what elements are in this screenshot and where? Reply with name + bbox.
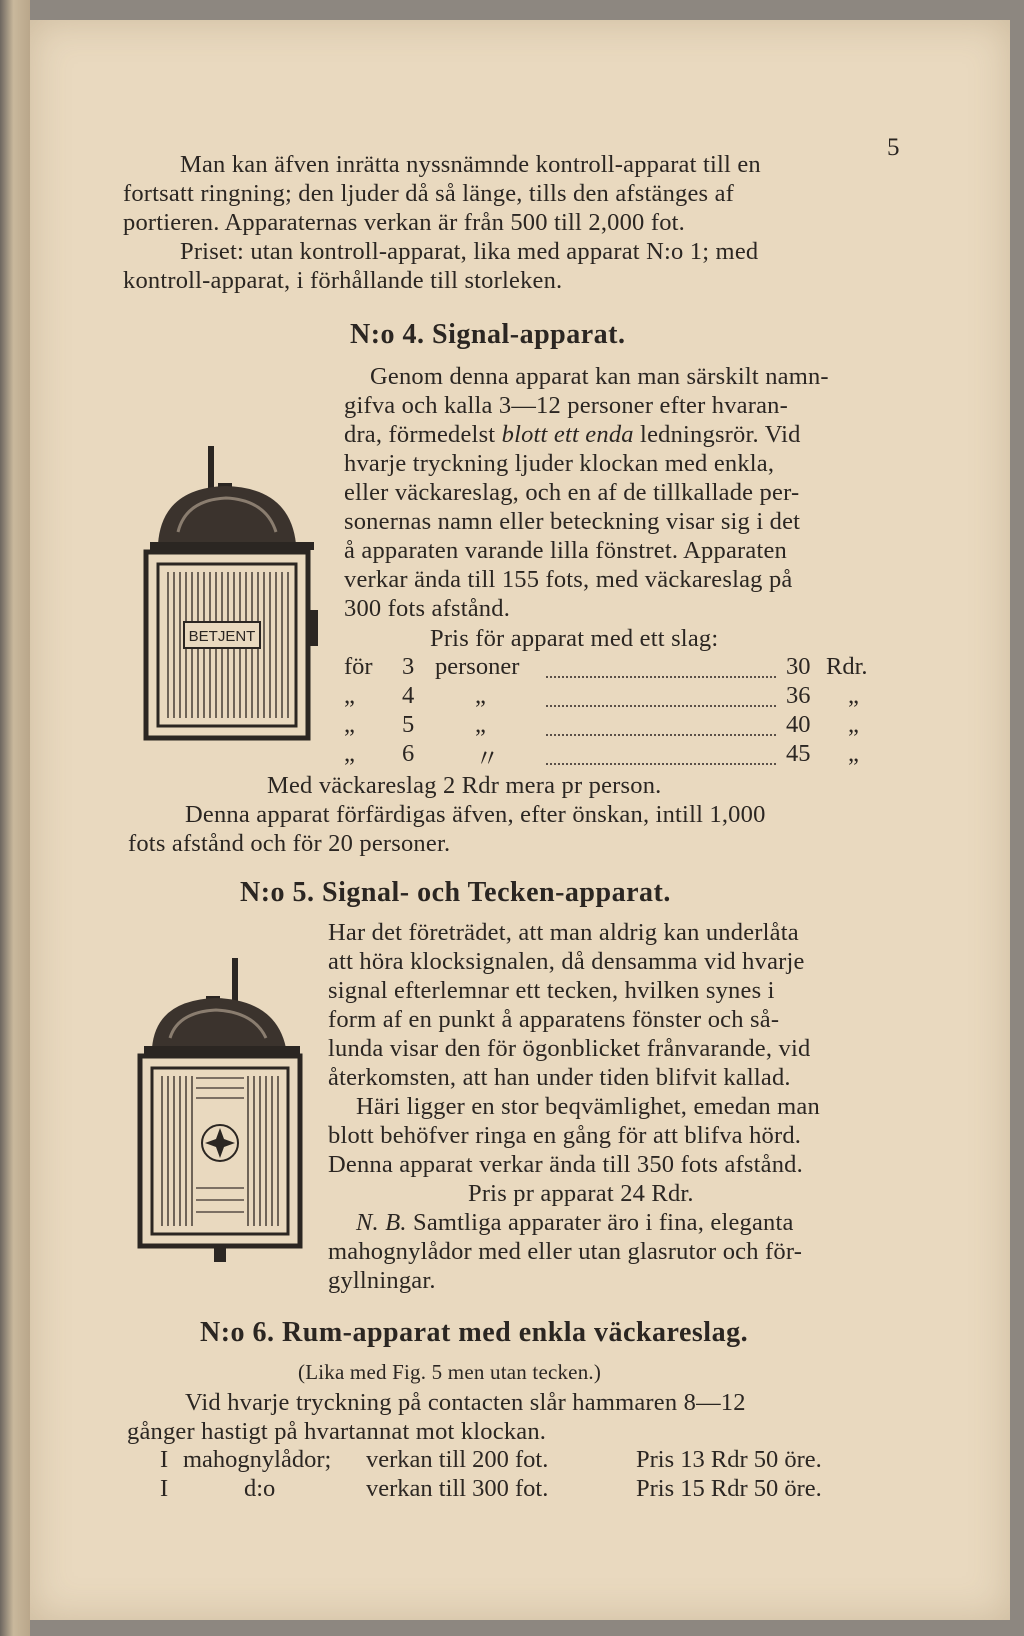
no4-extra-2b: fots afstånd och för 20 personer. <box>128 830 451 857</box>
no5-line-7: Häri ligger en stor beqvämlighet, emedan man <box>356 1093 820 1120</box>
betjent-label: BETJENT <box>188 628 256 645</box>
price-currency: Rdr. <box>826 653 868 680</box>
signal-sign-apparatus-figure <box>136 938 346 1268</box>
price-value: 30 <box>786 653 811 680</box>
no5-line-2: att höra klocksignalen, då densamma vid hvarje <box>328 948 805 975</box>
leader-dots <box>546 676 776 678</box>
price-unit: „ <box>475 711 486 738</box>
price-prefix: „ <box>344 711 355 738</box>
no4-line-3b: ledningsrör. Vid <box>633 421 801 448</box>
intro-line-2: fortsatt ringning; den ljuder då så länge, tills den afstänges af <box>123 180 735 207</box>
no5-price: Pris pr apparat 24 Rdr. <box>468 1180 694 1207</box>
no6-heading: N:o 6. Rum-apparat med enkla väckareslag. <box>200 1317 749 1348</box>
price-count: 3 <box>402 653 415 680</box>
no5-line-3: signal efterlemnar ett tecken, hvilken synes i <box>328 977 775 1004</box>
no6-row-c: verkan till 200 fot. <box>366 1446 549 1473</box>
page-number: 5 <box>887 134 900 161</box>
no4-emphasis: blott ett enda <box>501 421 634 448</box>
price-value: 36 <box>786 682 811 709</box>
price-value: 45 <box>786 740 811 767</box>
price-count: 4 <box>402 682 415 709</box>
no5-line-5: lunda visar den för ögonblicket frånvarande, vid <box>328 1035 811 1062</box>
price-unit: 〃 <box>475 746 500 773</box>
no4-line-8: verkar ända till 155 fots, med väckareslag på <box>344 566 793 593</box>
no6-line-2: gånger hastigt på hvartannat mot klockan. <box>127 1418 547 1445</box>
no4-line-3 <box>344 420 801 449</box>
no6-row-b: d:o <box>244 1475 276 1502</box>
no4-line-6: sonernas namn eller beteckning visar sig i det <box>344 508 801 535</box>
no4-line-4: hvarje tryckning ljuder klockan med enkla, <box>344 450 775 477</box>
price-prefix: för <box>344 653 373 680</box>
no6-row-a: I <box>160 1475 169 1502</box>
no5-heading: N:o 5. Signal- och Tecken-apparat. <box>240 877 671 908</box>
no6-row-a: I <box>160 1446 169 1473</box>
price-unit: „ <box>475 682 486 709</box>
no6-subheading: (Lika med Fig. 5 men utan tecken.) <box>298 1360 602 1384</box>
no6-row-c: verkan till 300 fot. <box>366 1475 549 1502</box>
intro-line-1: Man kan äfven inrätta nyssnämnde kontroll-apparat till en <box>180 151 761 178</box>
leader-dots <box>546 763 776 765</box>
no4-line-9: 300 fots afstånd. <box>344 595 511 622</box>
no4-line-3a: dra, förmedelst <box>344 421 502 448</box>
no4-line-1: Genom denna apparat kan man särskilt namn- <box>370 363 829 390</box>
price-heading: Pris för apparat med ett slag: <box>430 625 719 652</box>
price-currency: „ <box>848 740 859 767</box>
no6-row-d: Pris 15 Rdr 50 öre. <box>636 1475 822 1502</box>
book-page <box>30 20 1010 1620</box>
no5-line-6: återkomsten, att han under tiden blifvit kallad. <box>328 1064 791 1091</box>
no4-heading: N:o 4. Signal-apparat. <box>350 319 626 350</box>
no5-nb-line-2: mahognylådor med eller utan glasrutor och för- <box>328 1238 803 1265</box>
price-currency: „ <box>848 711 859 738</box>
no5-line-9: Denna apparat verkar ända till 350 fots afstånd. <box>328 1151 803 1178</box>
no4-line-7: å apparaten varande lilla fönstret. Apparaten <box>344 537 787 564</box>
no5-line-1: Har det företrädet, att man aldrig kan underlåta <box>328 919 799 946</box>
no5-line-8: blott behöfver ringa en gång för att blifva hörd. <box>328 1122 802 1149</box>
price-prefix: „ <box>344 740 355 767</box>
intro-line-3: portieren. Apparaternas verkan är från 500 till 2,000 fot. <box>123 209 685 236</box>
signal-apparatus-figure <box>138 428 348 748</box>
no4-extra-1: Med väckareslag 2 Rdr mera pr person. <box>267 772 662 799</box>
book-spine <box>0 0 30 1636</box>
price-count: 6 <box>402 740 415 767</box>
price-value: 40 <box>786 711 811 738</box>
nb-text: Samtliga apparater äro i fina, eleganta <box>406 1209 794 1236</box>
no5-line-4: form af en punkt å apparatens fönster och så- <box>328 1006 780 1033</box>
price-unit: personer <box>435 653 520 680</box>
price-currency: „ <box>848 682 859 709</box>
no6-row-b: mahognylådor; <box>183 1446 332 1473</box>
price-count: 5 <box>402 711 415 738</box>
no5-nb-line-3: gyllningar. <box>328 1267 436 1294</box>
no5-nb-line-1 <box>356 1208 794 1237</box>
intro-line-5: kontroll-apparat, i förhållande till storleken. <box>123 267 563 294</box>
no4-line-2: gifva och kalla 3—12 personer efter hvaran- <box>344 392 788 419</box>
intro-line-4: Priset: utan kontroll-apparat, lika med apparat N:o 1; med <box>180 238 759 265</box>
no4-extra-2a: Denna apparat förfärdigas äfven, efter önskan, intill 1,000 <box>185 801 766 828</box>
no6-line-1: Vid hvarje tryckning på contacten slår hammaren 8—12 <box>185 1389 746 1416</box>
leader-dots <box>546 734 776 736</box>
leader-dots <box>546 705 776 707</box>
no6-row-d: Pris 13 Rdr 50 öre. <box>636 1446 822 1473</box>
price-prefix: „ <box>344 682 355 709</box>
nb-label: N. B. <box>356 1209 407 1236</box>
no4-line-5: eller väckareslag, och en af de tillkallade per- <box>344 479 800 506</box>
